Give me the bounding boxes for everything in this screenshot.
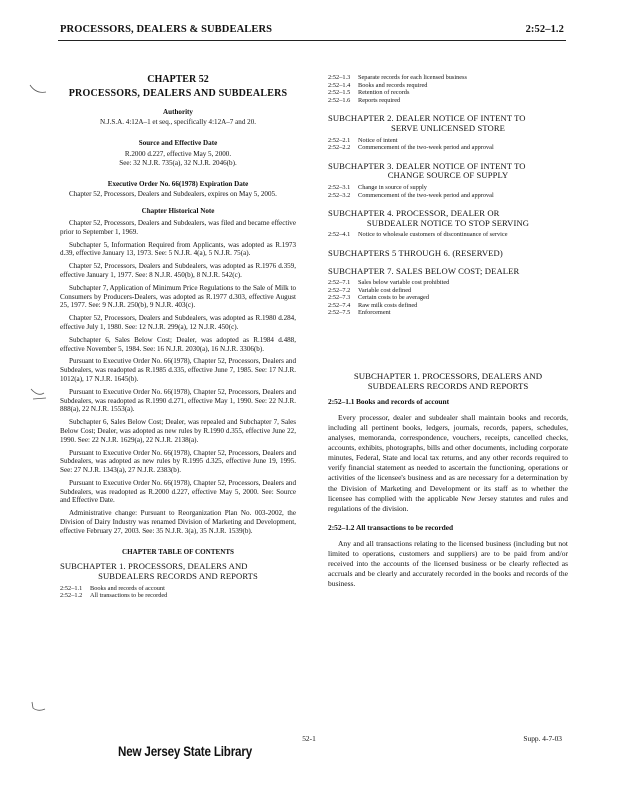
toc-item-title: Separate records for each licensed business xyxy=(358,74,467,81)
header-title: PROCESSORS, DEALERS & SUBDEALERS xyxy=(60,24,273,35)
chapter-number: CHAPTER 52 xyxy=(147,74,209,85)
toc-item-title: Certain costs to be averaged xyxy=(358,294,429,302)
toc-item-number: 2:52–1.1 xyxy=(60,584,83,592)
toc-item-number: 2:52–4.1 xyxy=(328,231,351,239)
section-heading xyxy=(328,398,568,407)
toc-subchapter-3 xyxy=(328,162,568,181)
authority-text: N.J.S.A. 4:12A–1 et seq., specifically 4:12A–7 and 20. xyxy=(99,118,257,127)
eo-text: Chapter 52, Processors, Dealers and Subdealers, expires on May 5, 2005. xyxy=(69,190,277,199)
toc-subchapter-line: SUBCHAPTER 4. PROCESSOR, DEALER OR xyxy=(328,208,500,219)
toc-item-title: Sales below variable cost prohibited xyxy=(358,279,450,287)
running-header xyxy=(60,24,564,38)
history-heading: Chapter Historical Note xyxy=(141,207,215,216)
section-title: Books and records of account xyxy=(356,397,450,407)
toc-item-title: Reports required xyxy=(358,96,401,104)
margin-mark-1 xyxy=(28,82,48,96)
toc-item-title: Variable cost defined xyxy=(358,286,412,294)
section-number: 2:52–1.1 xyxy=(328,397,355,407)
toc-item-title: Enforcement xyxy=(358,309,391,317)
history-paragraph: Chapter 52, Processors, Dealers and Subdealers, was adopted as R.1976 d.359, effective January 1, 1977. See: 8 N.J.R. 450(b), 8 N.J.R. 542(c). xyxy=(60,262,296,279)
left-column xyxy=(60,70,296,600)
toc-item-number: 2:52–7.2 xyxy=(328,286,351,294)
toc-item[interactable] xyxy=(328,192,568,200)
toc-item-title: Books and records required xyxy=(358,81,428,89)
toc-item-title: All transactions to be recorded xyxy=(90,592,168,600)
margin-mark-2 xyxy=(28,387,48,401)
section-number: 2:52–1.2 xyxy=(328,522,355,532)
toc-subchapter-7 xyxy=(328,267,568,277)
history-paragraph: Subchapter 6, Sales Below Cost; Dealer, was adopted as R.1984 d.488, effective November 5, 1984. See: 16 N.J.R. 2030(a), 16 N.J.R. 3306(b). xyxy=(60,335,296,353)
toc-item[interactable] xyxy=(60,585,296,593)
toc-heading: CHAPTER TABLE OF CONTENTS xyxy=(121,547,234,556)
right-column xyxy=(328,74,568,595)
toc-item-number: 2:52–3.2 xyxy=(328,191,351,199)
history-paragraph: Administrative change: Pursuant to Reorganization Plan No. 003-2002, the Division of Dairy Industry was renamed Division of Marketing and Development, effective February 27, 2003. See: 35 N.J.R. 3(a), 35 N.J.R. 1539(b). xyxy=(60,509,296,535)
toc-item-title: Commencement of the two-week period and approval xyxy=(358,191,494,199)
toc-subchapter-line: CHANGE SOURCE OF SUPPLY xyxy=(387,170,509,181)
toc-subchapter-1 xyxy=(60,562,296,581)
toc-item[interactable] xyxy=(328,302,568,310)
toc-item-number: 2:52–1.3 xyxy=(328,74,351,81)
toc-item[interactable] xyxy=(328,231,568,239)
toc-item[interactable] xyxy=(328,89,568,97)
source-line: R.2000 d.227, effective May 5, 2000. xyxy=(124,149,232,158)
toc-item-number: 2:52–7.3 xyxy=(328,294,351,302)
chapter-title: PROCESSORS, DEALERS AND SUBDEALERS xyxy=(68,87,288,99)
toc-item[interactable] xyxy=(328,287,568,295)
section-text: Every processor, dealer and subdealer shall maintain books and records, including all pertinent books, ledgers, journals, records, papers, schedules, analyses, memoranda, correspondence, vouchers, receipts, cancelled checks, accounts, exhibits, photographs, bills and other documents, including corporate minutes, Federal, State and local tax returns, and any other records required to verify financial statement as needed to ascertain the functioning, operations or activities of the licensee's business and as are necessary for a determination by the Division of Marketing and Development or its staff as to whether the licensee has complied with the applicable New Jersey statutes and rules and regulations of the division. xyxy=(328,412,568,513)
toc-subchapter-line: SUBDEALER NOTICE TO STOP SERVING xyxy=(366,217,530,228)
toc-subchapter-line: SUBCHAPTER 3. DEALER NOTICE OF INTENT TO xyxy=(328,160,526,171)
toc-item-number: 2:52–1.2 xyxy=(60,592,83,600)
history-paragraph: Pursuant to Executive Order No. 66(1978), Chapter 52, Processors, Dealers and Subdealers, was readopted as R.1985 d.335, effective June 7, 1985. See: 17 N.J.R. 1012(a), 17 N.J.R. 1645(b). xyxy=(60,357,296,383)
section-heading xyxy=(328,524,568,533)
toc-subchapter-line: SERVE UNLICENSED STORE xyxy=(390,122,506,133)
toc-item-title: Raw milk costs defined xyxy=(358,301,418,309)
toc-item-title: Change in source of supply xyxy=(358,183,427,191)
toc-item-number: 2:52–1.5 xyxy=(328,89,351,97)
header-section-number: 2:52–1.2 xyxy=(525,24,564,35)
toc-item-number: 2:52–7.1 xyxy=(328,279,351,287)
toc-item-number: 2:52–3.1 xyxy=(328,183,351,191)
toc-item[interactable] xyxy=(328,279,568,287)
toc-item-number: 2:52–2.1 xyxy=(328,136,351,144)
history-paragraph: Pursuant to Executive Order No. 66(1978), Chapter 52, Processors, Dealers and Subdealers, was adopted as new rules by R.1995 d.325, effective June 19, 1995. See: 27 N.J.R. 1343(a), 27 N.J.R. 2383(b). xyxy=(60,448,296,475)
subchapter-heading-line: SUBDEALERS RECORDS AND REPORTS xyxy=(367,381,529,392)
supplement-date: Supp. 4-7-03 xyxy=(523,734,562,743)
toc-subchapter-2 xyxy=(328,114,568,133)
section-text: Any and all transactions relating to the licensed business (including but not limited to operations, customers and suppliers) are to be paid from and/or received into the accounts of the licensed business or be clearly reflected as accruals and be clearly and accurately recorded in the books and records of the business. xyxy=(328,538,568,588)
toc-item[interactable] xyxy=(328,309,568,317)
toc-item[interactable] xyxy=(60,592,296,600)
source-line: See: 32 N.J.R. 735(a), 32 N.J.R. 2046(b). xyxy=(119,158,237,167)
margin-mark-3 xyxy=(28,700,48,714)
toc-item[interactable] xyxy=(328,137,568,145)
history-paragraph: Subchapter 7, Application of Minimum Price Regulations to the Sale of Milk to Consumers by Producers-Dealers, was adopted as R.1977 d.303, effective August 25, 1977. See: 9 N.J.R. 250(b), 9 N.J.R. 403(c). xyxy=(60,283,296,310)
toc-item-number: 2:52–7.5 xyxy=(328,309,351,317)
history-paragraph: Pursuant to Executive Order No. 66(1978), Chapter 52, Processors, Dealers and Subdealers, was readopted as R.1990 d.271, effective May 1, 1990. See: 22 N.J.R. 888(a), 22 N.J.R. 1553(a). xyxy=(60,387,296,414)
header-rule xyxy=(58,40,566,41)
section-title: All transactions to be recorded xyxy=(356,522,454,532)
toc-item-title: Notice of intent xyxy=(358,136,398,144)
source-heading: Source and Effective Date xyxy=(138,139,218,148)
library-stamp: New Jersey State Library xyxy=(118,744,252,759)
toc-item-number: 2:52–1.6 xyxy=(328,96,351,104)
toc-item-title: Commencement of the two-week period and approval xyxy=(358,144,494,152)
toc-item-title: Retention of records xyxy=(358,89,410,97)
toc-item-number: 2:52–1.4 xyxy=(328,81,351,89)
toc-item[interactable] xyxy=(328,74,568,82)
toc-item-title: Books and records of account xyxy=(90,584,165,592)
page-number: 52-1 xyxy=(302,734,316,743)
authority-heading: Authority xyxy=(163,107,193,116)
eo-heading: Executive Order No. 66(1978) Expiration Date xyxy=(107,179,249,188)
toc-item[interactable] xyxy=(328,184,568,192)
subchapter-heading-line: SUBCHAPTER 1. PROCESSORS, DEALERS AND xyxy=(353,371,543,382)
toc-item-number: 2:52–2.2 xyxy=(328,144,351,152)
toc-item[interactable] xyxy=(328,82,568,90)
history-paragraph: Chapter 52, Processors, Dealers and Subdealers, was filed and became effective prior to September 1, 1969. xyxy=(60,218,296,236)
toc-item-title: Notice to wholesale customers of discontinuance of service xyxy=(358,231,508,239)
toc-item[interactable] xyxy=(328,97,568,105)
toc-subchapters-5-6: SUBCHAPTERS 5 THROUGH 6. (RESERVED) xyxy=(328,247,503,258)
subchapter-1-heading xyxy=(328,371,568,391)
toc-subchapter-line: SUBCHAPTER 2. DEALER NOTICE OF INTENT TO xyxy=(328,113,526,124)
toc-item[interactable] xyxy=(328,294,568,302)
toc-subchapter-line: SUBCHAPTER 7. SALES BELOW COST; DEALER xyxy=(328,265,520,276)
toc-subchapter-line: SUBDEALERS RECORDS AND REPORTS xyxy=(98,571,258,582)
history-paragraph: Chapter 52, Processors, Dealers and Subdealers, was adopted as R.1980 d.284, effective July 1, 1980. See: 12 N.J.R. 299(a), 12 N.J.R. 450(c). xyxy=(60,314,296,331)
history-paragraph: Subchapter 6, Sales Below Cost; Dealer, was repealed and Subchapter 7, Sales Below Cost; Dealer, was adopted as new rules by R.1990 d.355, effective June 22, 1990. See: 22 N.J.R. 1629(a), 22 N.J.R. 2138(a). xyxy=(60,418,296,444)
toc-item-number: 2:52–7.4 xyxy=(328,301,351,309)
toc-subchapter-line: SUBCHAPTER 1. PROCESSORS, DEALERS AND xyxy=(60,561,248,572)
toc-item[interactable] xyxy=(328,144,568,152)
history-paragraph: Subchapter 5, Information Required from Applicants, was adopted as R.1973 d.39, effective January 13, 1973. See: 5 N.J.R. 4(a), 5 N.J.R. 75(a). xyxy=(60,240,296,258)
toc-subchapter-4 xyxy=(328,209,568,228)
history-paragraph: Pursuant to Executive Order No. 66(1978), Chapter 52, Processors, Dealers and Subdealers, was readopted as R.2000 d.227, effective May 5, 2000. See: Source and Effective Date. xyxy=(60,478,296,505)
